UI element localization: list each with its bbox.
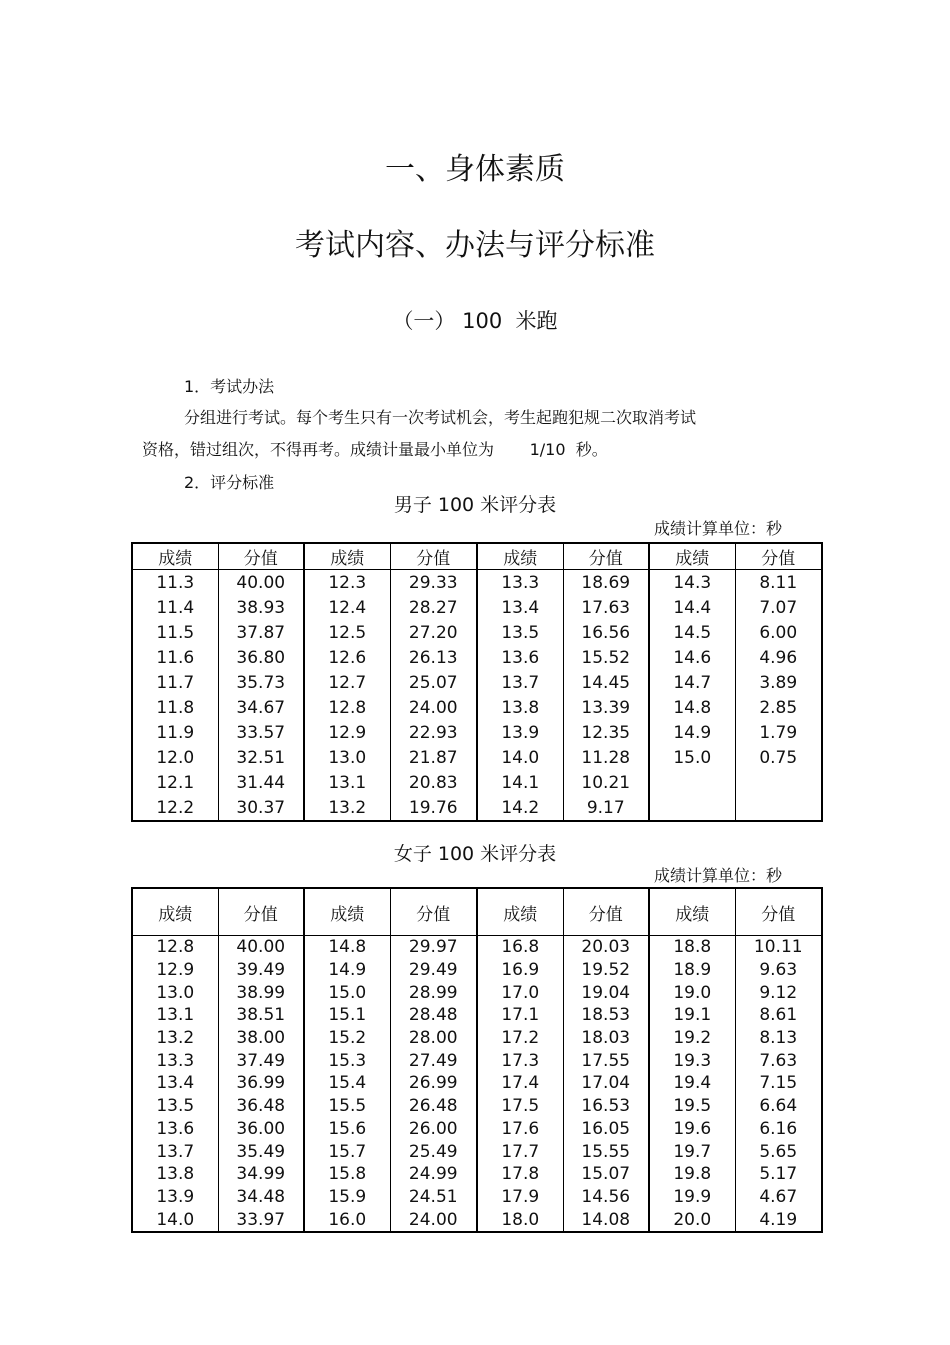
time-cell: 18.8 — [649, 936, 735, 959]
table-row — [132, 1140, 822, 1163]
score-cell: 19.52 — [563, 959, 649, 982]
score-cell: 15.52 — [563, 645, 649, 670]
time-cell: 12.0 — [156, 747, 195, 768]
time-cell: 13.4 — [477, 595, 563, 620]
time-cell: 12.9 — [156, 960, 195, 981]
time-cell: 14.9 — [304, 959, 390, 982]
score-cell: 16.56 — [563, 620, 649, 645]
score-cell — [735, 770, 822, 795]
score-cell: 28.27 — [390, 595, 477, 620]
score-cell: 1.79 — [735, 720, 822, 745]
time-cell: 15.6 — [304, 1118, 390, 1141]
column-header: 成绩 — [649, 543, 735, 570]
column-header: 分值 — [563, 888, 649, 936]
score-cell: 37.49 — [218, 1049, 304, 1072]
table-row — [132, 795, 822, 821]
time-cell: 12.1 — [156, 772, 195, 793]
score-cell: 25.49 — [390, 1140, 477, 1163]
score-cell: 38.00 — [218, 1027, 304, 1050]
table-row — [132, 570, 822, 596]
time-cell: 20.0 — [649, 1208, 735, 1232]
score-cell: 4.19 — [735, 1208, 822, 1232]
score-cell: 24.00 — [390, 1208, 477, 1232]
column-header: 分值 — [735, 888, 822, 936]
time-cell: 11.4 — [156, 597, 195, 618]
score-cell — [735, 795, 822, 821]
time-cell: 17.8 — [477, 1163, 563, 1186]
score-cell: 6.00 — [735, 620, 822, 645]
time-cell: 19.8 — [649, 1163, 735, 1186]
score-cell: 35.49 — [218, 1140, 304, 1163]
time-cell: 17.6 — [477, 1118, 563, 1141]
score-cell: 35.73 — [218, 670, 304, 695]
time-cell: 13.8 — [156, 1164, 195, 1185]
time-cell: 13.5 — [477, 620, 563, 645]
score-cell: 26.00 — [390, 1118, 477, 1141]
time-cell: 13.1 — [156, 1005, 195, 1026]
female-table-unit: 成绩计算单位：秒 — [654, 866, 783, 885]
score-cell: 20.83 — [390, 770, 477, 795]
time-cell — [649, 770, 735, 795]
time-cell: 17.9 — [477, 1186, 563, 1209]
score-cell: 7.63 — [735, 1049, 822, 1072]
time-cell: 12.8 — [304, 695, 390, 720]
time-cell: 13.5 — [156, 1096, 195, 1117]
table-row — [132, 936, 822, 959]
score-cell: 33.57 — [218, 720, 304, 745]
time-cell: 19.3 — [649, 1049, 735, 1072]
score-cell: 28.48 — [390, 1004, 477, 1027]
male-table-caption: 男子 100 米评分表 — [393, 494, 557, 516]
time-cell: 14.4 — [649, 595, 735, 620]
time-cell: 14.7 — [649, 670, 735, 695]
male-score-table — [131, 542, 823, 822]
male-table-unit: 成绩计算单位：秒 — [654, 519, 783, 538]
score-cell: 17.55 — [563, 1049, 649, 1072]
time-cell: 13.7 — [477, 670, 563, 695]
time-cell: 12.7 — [304, 670, 390, 695]
time-cell: 12.9 — [304, 720, 390, 745]
time-cell: 11.7 — [156, 672, 195, 693]
time-cell: 14.0 — [477, 745, 563, 770]
time-cell — [649, 795, 735, 821]
column-header: 成绩 — [304, 543, 390, 570]
score-cell: 14.45 — [563, 670, 649, 695]
time-cell: 13.3 — [477, 570, 563, 596]
table-row — [132, 1027, 822, 1050]
time-cell: 18.9 — [649, 959, 735, 982]
score-cell: 29.97 — [390, 936, 477, 959]
score-cell: 29.33 — [390, 570, 477, 596]
score-cell: 34.67 — [218, 695, 304, 720]
time-cell: 12.2 — [156, 797, 195, 818]
score-cell: 28.00 — [390, 1027, 477, 1050]
table-row — [132, 1072, 822, 1095]
time-cell: 14.8 — [304, 936, 390, 959]
table-row — [132, 1095, 822, 1118]
column-header: 成绩 — [477, 543, 563, 570]
table-row — [132, 745, 822, 770]
time-cell: 13.2 — [304, 795, 390, 821]
score-cell: 34.99 — [218, 1163, 304, 1186]
table-row — [132, 770, 822, 795]
exam-method-title: 1．考试办法 — [184, 377, 275, 396]
score-cell: 8.11 — [735, 570, 822, 596]
score-cell: 5.17 — [735, 1163, 822, 1186]
time-cell: 11.3 — [156, 572, 195, 593]
column-header: 分值 — [735, 543, 822, 570]
time-cell: 11.6 — [156, 647, 195, 668]
time-cell: 19.2 — [649, 1027, 735, 1050]
score-cell: 17.63 — [563, 595, 649, 620]
time-cell: 14.1 — [477, 770, 563, 795]
score-cell: 33.97 — [218, 1208, 304, 1232]
time-cell: 17.3 — [477, 1049, 563, 1072]
score-cell: 6.16 — [735, 1118, 822, 1141]
table-row — [132, 981, 822, 1004]
score-cell: 17.04 — [563, 1072, 649, 1095]
column-header: 成绩 — [304, 888, 390, 936]
score-cell: 29.49 — [390, 959, 477, 982]
score-cell: 4.67 — [735, 1186, 822, 1209]
score-cell: 38.99 — [218, 981, 304, 1004]
score-cell: 16.53 — [563, 1095, 649, 1118]
time-cell: 17.1 — [477, 1004, 563, 1027]
column-header: 成绩 — [477, 888, 563, 936]
score-cell: 22.93 — [390, 720, 477, 745]
score-cell: 20.03 — [563, 936, 649, 959]
time-cell: 15.4 — [304, 1072, 390, 1095]
time-cell: 19.9 — [649, 1186, 735, 1209]
time-cell: 13.6 — [477, 645, 563, 670]
score-cell: 19.04 — [563, 981, 649, 1004]
section-heading: 一、身体素质 — [385, 152, 565, 187]
score-cell: 30.37 — [218, 795, 304, 821]
time-cell: 17.4 — [477, 1072, 563, 1095]
column-header: 分值 — [218, 888, 304, 936]
table-row — [132, 595, 822, 620]
table-row — [132, 620, 822, 645]
score-cell: 12.35 — [563, 720, 649, 745]
score-cell: 32.51 — [218, 745, 304, 770]
time-cell: 19.1 — [649, 1004, 735, 1027]
table-row — [132, 1049, 822, 1072]
table-row — [132, 1186, 822, 1209]
score-cell: 36.80 — [218, 645, 304, 670]
score-cell: 13.39 — [563, 695, 649, 720]
table-row — [132, 1004, 822, 1027]
score-cell: 8.13 — [735, 1027, 822, 1050]
time-cell: 14.2 — [477, 795, 563, 821]
table-row — [132, 695, 822, 720]
time-cell: 11.8 — [156, 697, 195, 718]
score-cell: 21.87 — [390, 745, 477, 770]
time-cell: 14.3 — [649, 570, 735, 596]
time-cell: 12.5 — [304, 620, 390, 645]
table-header-row — [132, 543, 822, 570]
time-cell: 13.8 — [477, 695, 563, 720]
time-cell: 13.6 — [156, 1118, 195, 1139]
table-row — [132, 645, 822, 670]
time-cell: 15.2 — [304, 1027, 390, 1050]
time-cell: 12.3 — [304, 570, 390, 596]
time-cell: 19.0 — [649, 981, 735, 1004]
table-row — [132, 670, 822, 695]
score-cell: 38.51 — [218, 1004, 304, 1027]
time-cell: 13.9 — [477, 720, 563, 745]
score-cell: 3.89 — [735, 670, 822, 695]
score-cell: 15.55 — [563, 1140, 649, 1163]
time-cell: 19.6 — [649, 1118, 735, 1141]
score-cell: 40.00 — [218, 936, 304, 959]
column-header: 分值 — [390, 888, 477, 936]
time-cell: 16.8 — [477, 936, 563, 959]
score-cell: 36.48 — [218, 1095, 304, 1118]
score-cell: 19.76 — [390, 795, 477, 821]
score-cell: 4.96 — [735, 645, 822, 670]
score-cell: 18.69 — [563, 570, 649, 596]
time-cell: 15.3 — [304, 1049, 390, 1072]
female-table-caption: 女子 100 米评分表 — [393, 843, 557, 865]
score-cell: 28.99 — [390, 981, 477, 1004]
score-cell: 9.17 — [563, 795, 649, 821]
time-cell: 18.0 — [477, 1208, 563, 1232]
table-row — [132, 1163, 822, 1186]
time-cell: 15.8 — [304, 1163, 390, 1186]
time-cell: 13.0 — [304, 745, 390, 770]
table-row — [132, 959, 822, 982]
score-cell: 27.49 — [390, 1049, 477, 1072]
exam-method-body-line1: 分组进行考试。每个考生只有一次考试机会，考生起跑犯规二次取消考试 — [184, 408, 697, 427]
score-cell: 15.07 — [563, 1163, 649, 1186]
time-cell: 15.5 — [304, 1095, 390, 1118]
time-cell: 13.9 — [156, 1186, 195, 1207]
score-cell: 39.49 — [218, 959, 304, 982]
time-cell: 13.4 — [156, 1073, 195, 1094]
score-cell: 9.63 — [735, 959, 822, 982]
score-cell: 8.61 — [735, 1004, 822, 1027]
time-cell: 13.7 — [156, 1141, 195, 1162]
time-cell: 16.9 — [477, 959, 563, 982]
score-cell: 9.12 — [735, 981, 822, 1004]
score-cell: 11.28 — [563, 745, 649, 770]
time-cell: 17.7 — [477, 1140, 563, 1163]
page-title: 考试内容、办法与评分标准 — [295, 228, 655, 263]
score-cell: 37.87 — [218, 620, 304, 645]
column-header: 成绩 — [649, 888, 735, 936]
score-cell: 26.99 — [390, 1072, 477, 1095]
score-cell: 0.75 — [735, 745, 822, 770]
score-cell: 27.20 — [390, 620, 477, 645]
time-cell: 14.6 — [649, 645, 735, 670]
time-cell: 15.1 — [304, 1004, 390, 1027]
score-cell: 36.00 — [218, 1118, 304, 1141]
column-header: 成绩 — [132, 543, 218, 570]
table-header-row — [132, 888, 822, 936]
time-cell: 12.4 — [304, 595, 390, 620]
score-cell: 10.21 — [563, 770, 649, 795]
score-cell: 5.65 — [735, 1140, 822, 1163]
score-cell: 25.07 — [390, 670, 477, 695]
female-score-table — [131, 887, 823, 1233]
time-cell: 17.0 — [477, 981, 563, 1004]
time-cell: 11.5 — [156, 622, 195, 643]
column-header: 成绩 — [132, 888, 218, 936]
table-row — [132, 1118, 822, 1141]
exam-method-body-line2: 资格，错过组次，不得再考。成绩计量最小单位为 1/10 秒。 — [142, 440, 608, 459]
score-cell: 24.99 — [390, 1163, 477, 1186]
score-cell: 18.53 — [563, 1004, 649, 1027]
score-cell: 7.15 — [735, 1072, 822, 1095]
score-cell: 16.05 — [563, 1118, 649, 1141]
time-cell: 15.9 — [304, 1186, 390, 1209]
score-cell: 6.64 — [735, 1095, 822, 1118]
time-cell: 17.2 — [477, 1027, 563, 1050]
score-cell: 14.08 — [563, 1208, 649, 1232]
time-cell: 14.9 — [649, 720, 735, 745]
time-cell: 12.8 — [156, 937, 195, 958]
time-cell: 17.5 — [477, 1095, 563, 1118]
time-cell: 15.0 — [304, 981, 390, 1004]
score-cell: 38.93 — [218, 595, 304, 620]
subsection-heading: （一） 100 米跑 — [392, 309, 558, 333]
time-cell: 14.5 — [649, 620, 735, 645]
time-cell: 13.3 — [156, 1050, 195, 1071]
score-cell: 10.11 — [735, 936, 822, 959]
time-cell: 13.1 — [304, 770, 390, 795]
time-cell: 13.0 — [156, 982, 195, 1003]
score-cell: 40.00 — [218, 570, 304, 596]
score-cell: 2.85 — [735, 695, 822, 720]
score-cell: 34.48 — [218, 1186, 304, 1209]
score-cell: 18.03 — [563, 1027, 649, 1050]
time-cell: 15.0 — [649, 745, 735, 770]
table-row — [132, 720, 822, 745]
score-cell: 26.48 — [390, 1095, 477, 1118]
time-cell: 14.0 — [156, 1209, 195, 1230]
column-header: 分值 — [390, 543, 477, 570]
time-cell: 14.8 — [649, 695, 735, 720]
time-cell: 13.2 — [156, 1028, 195, 1049]
time-cell: 11.9 — [156, 722, 195, 743]
time-cell: 12.6 — [304, 645, 390, 670]
score-cell: 24.51 — [390, 1186, 477, 1209]
time-cell: 19.7 — [649, 1140, 735, 1163]
time-cell: 19.5 — [649, 1095, 735, 1118]
score-cell: 7.07 — [735, 595, 822, 620]
time-cell: 16.0 — [304, 1208, 390, 1232]
score-cell: 24.00 — [390, 695, 477, 720]
table-row — [132, 1208, 822, 1232]
score-cell: 26.13 — [390, 645, 477, 670]
time-cell: 19.4 — [649, 1072, 735, 1095]
scoring-standard-title: 2．评分标准 — [184, 473, 275, 492]
score-cell: 14.56 — [563, 1186, 649, 1209]
score-cell: 31.44 — [218, 770, 304, 795]
time-cell: 15.7 — [304, 1140, 390, 1163]
column-header: 分值 — [563, 543, 649, 570]
column-header: 分值 — [218, 543, 304, 570]
score-cell: 36.99 — [218, 1072, 304, 1095]
